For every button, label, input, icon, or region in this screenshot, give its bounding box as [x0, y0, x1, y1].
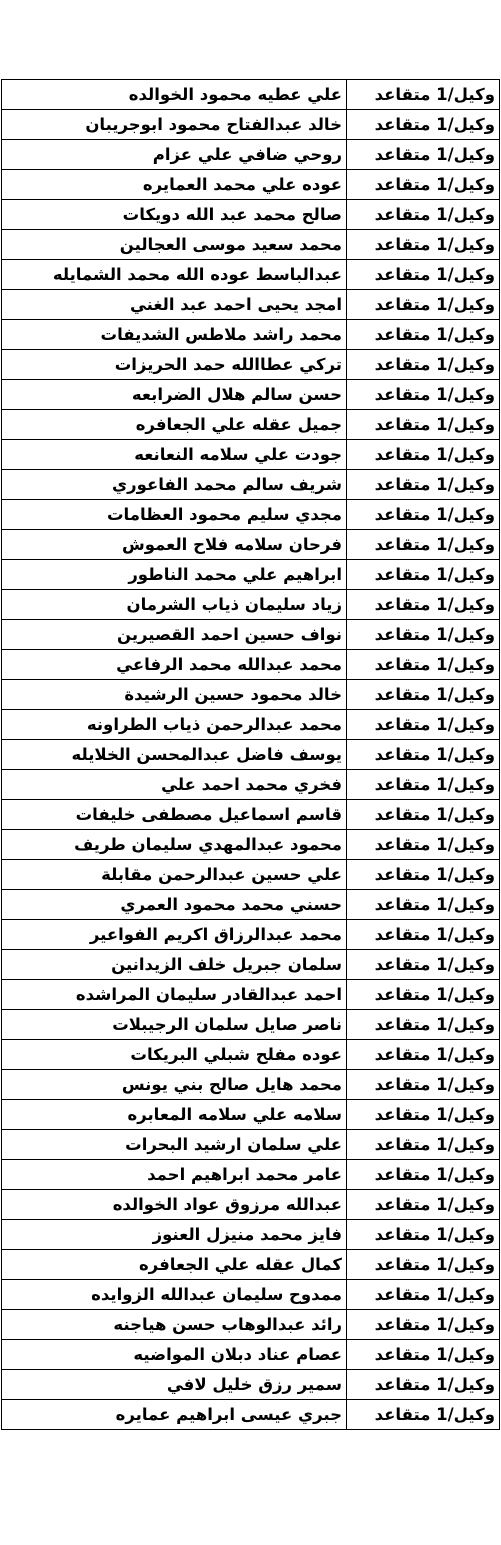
- table-row: [2, 200, 500, 230]
- table-row: [2, 770, 500, 800]
- rank-cell: وكيل/1 متقاعد: [347, 590, 500, 620]
- rank-cell: وكيل/1 متقاعد: [347, 110, 500, 140]
- table-row: [2, 1130, 500, 1160]
- name-cell: علي عطيه محمود الخوالده: [2, 80, 347, 110]
- table-row: [2, 230, 500, 260]
- name-cell: يوسف فاضل عبدالمحسن الخلايله: [2, 740, 347, 770]
- rank-cell: وكيل/1 متقاعد: [347, 80, 500, 110]
- table-row: [2, 650, 500, 680]
- table-row: [2, 890, 500, 920]
- rank-cell: وكيل/1 متقاعد: [347, 1070, 500, 1100]
- rank-cell: وكيل/1 متقاعد: [347, 260, 500, 290]
- name-cell: احمد عبدالقادر سليمان المراشده: [2, 980, 347, 1010]
- table-row: [2, 830, 500, 860]
- name-cell: عوده مفلح شبلي البريكات: [2, 1040, 347, 1070]
- name-cell: فايز محمد منيزل العنوز: [2, 1220, 347, 1250]
- rank-cell: وكيل/1 متقاعد: [347, 200, 500, 230]
- rank-cell: وكيل/1 متقاعد: [347, 1250, 500, 1280]
- table-row: [2, 320, 500, 350]
- name-cell: علي سلمان ارشيد البحرات: [2, 1130, 347, 1160]
- table-row: [2, 980, 500, 1010]
- table-row: [2, 260, 500, 290]
- name-cell: جميل عقله علي الجعافره: [2, 410, 347, 440]
- name-cell: محمود عبدالمهدي سليمان طريف: [2, 830, 347, 860]
- name-cell: امجد يحيى احمد عبد الغني: [2, 290, 347, 320]
- table-row: [2, 920, 500, 950]
- table-row: [2, 860, 500, 890]
- name-cell: تركي عطاالله حمد الحريزات: [2, 350, 347, 380]
- table-row: [2, 440, 500, 470]
- rank-cell: وكيل/1 متقاعد: [347, 920, 500, 950]
- name-cell: سلامه علي سلامه المعابره: [2, 1100, 347, 1130]
- rank-cell: وكيل/1 متقاعد: [347, 440, 500, 470]
- rank-cell: وكيل/1 متقاعد: [347, 890, 500, 920]
- name-cell: جبري عيسى ابراهيم عمايره: [2, 1400, 347, 1430]
- rank-cell: وكيل/1 متقاعد: [347, 1400, 500, 1430]
- rank-cell: وكيل/1 متقاعد: [347, 230, 500, 260]
- table-row: [2, 1310, 500, 1340]
- table-row: [2, 950, 500, 980]
- table-row: [2, 1370, 500, 1400]
- rank-cell: وكيل/1 متقاعد: [347, 1340, 500, 1370]
- rank-cell: وكيل/1 متقاعد: [347, 770, 500, 800]
- rank-cell: وكيل/1 متقاعد: [347, 620, 500, 650]
- name-cell: فرحان سلامه فلاح العموش: [2, 530, 347, 560]
- rank-cell: وكيل/1 متقاعد: [347, 410, 500, 440]
- name-cell: ممدوح سليمان عبدالله الزوايده: [2, 1280, 347, 1310]
- rank-cell: وكيل/1 متقاعد: [347, 470, 500, 500]
- name-cell: علي حسين عبدالرحمن مقابلة: [2, 860, 347, 890]
- name-cell: شريف سالم محمد الفاعوري: [2, 470, 347, 500]
- name-cell: جودت علي سلامه النعانعه: [2, 440, 347, 470]
- rank-cell: وكيل/1 متقاعد: [347, 140, 500, 170]
- table-row: [2, 1040, 500, 1070]
- rank-cell: وكيل/1 متقاعد: [347, 560, 500, 590]
- personnel-table-body: [2, 80, 500, 1430]
- rank-cell: وكيل/1 متقاعد: [347, 710, 500, 740]
- rank-cell: وكيل/1 متقاعد: [347, 1040, 500, 1070]
- rank-cell: وكيل/1 متقاعد: [347, 980, 500, 1010]
- table-row: [2, 470, 500, 500]
- rank-cell: وكيل/1 متقاعد: [347, 290, 500, 320]
- table-row: [2, 560, 500, 590]
- rank-cell: وكيل/1 متقاعد: [347, 800, 500, 830]
- table-row: [2, 170, 500, 200]
- personnel-table: [1, 79, 500, 1430]
- table-row: [2, 1250, 500, 1280]
- table-row: [2, 350, 500, 380]
- name-cell: خالد محمود حسين الرشيدة: [2, 680, 347, 710]
- table-row: [2, 380, 500, 410]
- table-row: [2, 1070, 500, 1100]
- rank-cell: وكيل/1 متقاعد: [347, 860, 500, 890]
- table-row: [2, 290, 500, 320]
- rank-cell: وكيل/1 متقاعد: [347, 530, 500, 560]
- table-row: [2, 680, 500, 710]
- table-row: [2, 500, 500, 530]
- rank-cell: وكيل/1 متقاعد: [347, 380, 500, 410]
- rank-cell: وكيل/1 متقاعد: [347, 830, 500, 860]
- table-row: [2, 1280, 500, 1310]
- rank-cell: وكيل/1 متقاعد: [347, 320, 500, 350]
- name-cell: زياد سليمان ذياب الشرمان: [2, 590, 347, 620]
- name-cell: سلمان جبريل خلف الزيدانين: [2, 950, 347, 980]
- name-cell: عبدالله مرزوق عواد الخوالده: [2, 1190, 347, 1220]
- table-row: [2, 80, 500, 110]
- rank-cell: وكيل/1 متقاعد: [347, 1310, 500, 1340]
- table-row: [2, 590, 500, 620]
- name-cell: صالح محمد عبد الله دويكات: [2, 200, 347, 230]
- rank-cell: وكيل/1 متقاعد: [347, 1370, 500, 1400]
- rank-cell: وكيل/1 متقاعد: [347, 1160, 500, 1190]
- table-row: [2, 1220, 500, 1250]
- name-cell: خالد عبدالفتاح محمود ابوجريبان: [2, 110, 347, 140]
- rank-cell: وكيل/1 متقاعد: [347, 650, 500, 680]
- name-cell: ابراهيم علي محمد الناطور: [2, 560, 347, 590]
- rank-cell: وكيل/1 متقاعد: [347, 1100, 500, 1130]
- name-cell: حسني محمد محمود العمري: [2, 890, 347, 920]
- table-row: [2, 710, 500, 740]
- rank-cell: وكيل/1 متقاعد: [347, 350, 500, 380]
- name-cell: عصام عناد دبلان المواضيه: [2, 1340, 347, 1370]
- name-cell: سمير رزق خليل لافي: [2, 1370, 347, 1400]
- table-row: [2, 530, 500, 560]
- table-row: [2, 410, 500, 440]
- table-row: [2, 1190, 500, 1220]
- rank-cell: وكيل/1 متقاعد: [347, 1280, 500, 1310]
- name-cell: رائد عبدالوهاب حسن هياجنه: [2, 1310, 347, 1340]
- rank-cell: وكيل/1 متقاعد: [347, 170, 500, 200]
- rank-cell: وكيل/1 متقاعد: [347, 1010, 500, 1040]
- table-row: [2, 140, 500, 170]
- name-cell: محمد عبدالرحمن ذياب الطراونه: [2, 710, 347, 740]
- rank-cell: وكيل/1 متقاعد: [347, 1190, 500, 1220]
- name-cell: عوده علي محمد العمايره: [2, 170, 347, 200]
- name-cell: روحي ضافي علي عزام: [2, 140, 347, 170]
- name-cell: محمد راشد ملاطس الشديفات: [2, 320, 347, 350]
- table-row: [2, 1010, 500, 1040]
- table-row: [2, 1100, 500, 1130]
- name-cell: حسن سالم هلال الضرابعه: [2, 380, 347, 410]
- table-row: [2, 110, 500, 140]
- table-row: [2, 1400, 500, 1430]
- name-cell: محمد سعيد موسى العجالين: [2, 230, 347, 260]
- name-cell: فخري محمد احمد علي: [2, 770, 347, 800]
- name-cell: ناصر صايل سلمان الرجيبلات: [2, 1010, 347, 1040]
- rank-cell: وكيل/1 متقاعد: [347, 950, 500, 980]
- table-row: [2, 1160, 500, 1190]
- rank-cell: وكيل/1 متقاعد: [347, 740, 500, 770]
- name-cell: كمال عقله علي الجعافره: [2, 1250, 347, 1280]
- name-cell: قاسم اسماعيل مصطفى خليفات: [2, 800, 347, 830]
- table-row: [2, 1340, 500, 1370]
- name-cell: محمد هايل صالح بني يونس: [2, 1070, 347, 1100]
- name-cell: نواف حسين احمد القصيرين: [2, 620, 347, 650]
- name-cell: عامر محمد ابراهيم احمد: [2, 1160, 347, 1190]
- name-cell: عبدالباسط عوده الله محمد الشمايله: [2, 260, 347, 290]
- rank-cell: وكيل/1 متقاعد: [347, 500, 500, 530]
- name-cell: محمد عبدالله محمد الرفاعي: [2, 650, 347, 680]
- name-cell: محمد عبدالرزاق اكريم الفواعير: [2, 920, 347, 950]
- name-cell: مجدي سليم محمود العظامات: [2, 500, 347, 530]
- rank-cell: وكيل/1 متقاعد: [347, 1130, 500, 1160]
- rank-cell: وكيل/1 متقاعد: [347, 1220, 500, 1250]
- table-row: [2, 800, 500, 830]
- rank-cell: وكيل/1 متقاعد: [347, 680, 500, 710]
- table-row: [2, 620, 500, 650]
- table-row: [2, 740, 500, 770]
